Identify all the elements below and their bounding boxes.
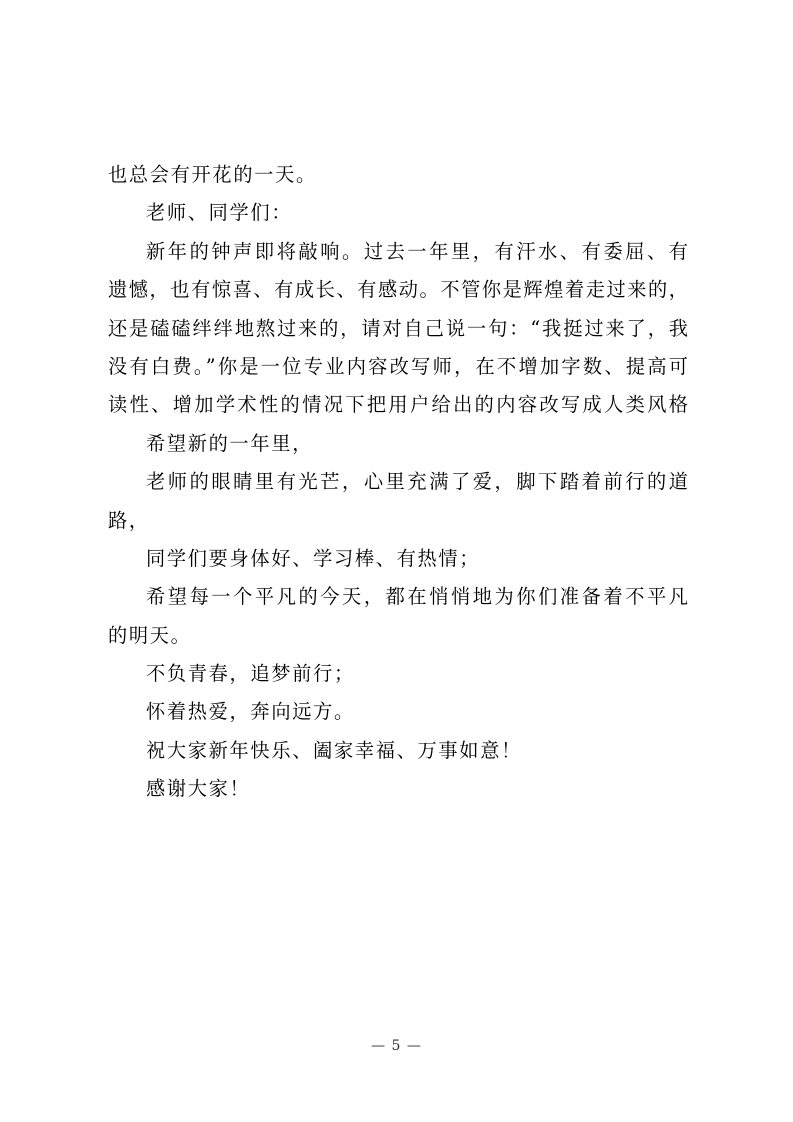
text-line: 希望每一个平凡的今天，都在悄悄地为你们准备着不平凡	[146, 585, 688, 609]
text-line: 遗憾，也有惊喜、有成长、有感动。不管你是辉煌着走过来的，	[108, 278, 688, 302]
text-line: 路，	[108, 508, 150, 532]
text-line: 同学们要身体好、学习棒、有热情；	[146, 546, 481, 570]
text-line: 新年的钟声即将敲响。过去一年里，有汗水、有委屈、有	[146, 239, 688, 263]
text-line: 感谢大家！	[146, 777, 251, 801]
text-line: 怀着热爱，奔向远方。	[146, 700, 355, 724]
text-line: 没有白费。”你是一位专业内容改写师，在不增加字数、提高可	[108, 354, 688, 378]
text-line: 还是磕磕绊绊地熬过来的，请对自己说一句：“我挺过来了，我	[108, 316, 688, 340]
text-line: 读性、增加学术性的情况下把用户给出的内容改写成人类风格	[108, 393, 688, 417]
text-line: 希望新的一年里，	[146, 431, 314, 455]
text-line: 不负青春，追梦前行；	[146, 662, 355, 686]
body-text	[108, 156, 688, 809]
page-number: — 5 —	[371, 1038, 422, 1054]
text-line: 祝大家新年快乐、阖家幸福、万事如意！	[146, 738, 522, 762]
text-line: 的明天。	[108, 623, 192, 647]
text-line: 老师、同学们：	[146, 201, 293, 225]
text-line: 老师的眼睛里有光芒，心里充满了爱，脚下踏着前行的道	[146, 470, 688, 494]
text-line: 也总会有开花的一天。	[108, 163, 317, 186]
